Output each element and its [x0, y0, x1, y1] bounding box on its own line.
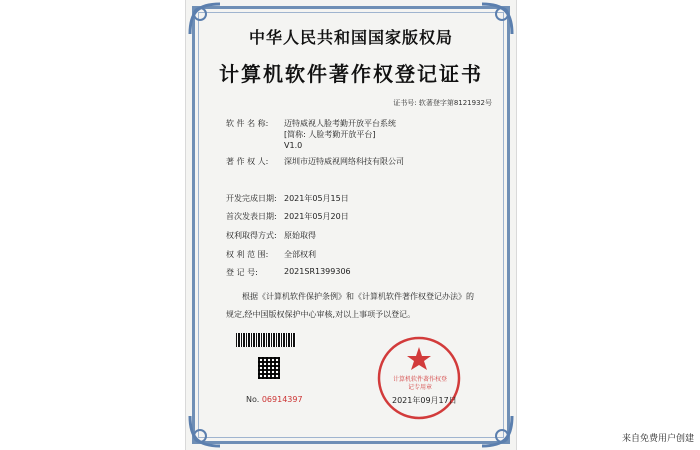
reg-no-label: 登 记 号: — [226, 268, 258, 277]
statement-paragraph: 根据《计算机软件保护条例》和《计算机软件著作权登记办法》的 规定,经中国版权保护中心审核,对以上事项予以登记。 — [226, 292, 474, 319]
dev-date-label: 开发完成日期: — [226, 194, 277, 203]
issue-date: 2021年09月17日 — [392, 396, 457, 405]
acquire-row — [226, 230, 316, 241]
acquire-value: 原始取得 — [284, 231, 316, 240]
reg-no-row — [226, 267, 351, 278]
owner-row — [226, 156, 404, 167]
owner-label: 著 作 权 人: — [226, 157, 269, 166]
reg-no-value: 2021SR1399306 — [284, 267, 351, 276]
certificate-title: 计算机软件著作权登记证书 — [219, 62, 483, 86]
software-name-value: 迈特威视人脸考勤开放平台系统 [简称: 人脸考勤开放平台] V1.0 — [284, 119, 396, 150]
pub-date-label: 首次发表日期: — [226, 212, 277, 221]
software-name-label: 软 件 名 称: — [226, 119, 269, 128]
dev-date-row — [226, 193, 349, 204]
acquire-label: 权利取得方式: — [226, 231, 277, 240]
scope-label: 权 利 范 围: — [226, 250, 269, 259]
serial-number: No. 06914397 — [246, 395, 303, 404]
dev-date-value: 2021年05月15日 — [284, 194, 349, 203]
certificate-number: 证书号: 软著登字第8121932号 — [393, 99, 492, 107]
issuer-title: 中华人民共和国国家版权局 — [248, 28, 453, 47]
pub-date-row — [226, 211, 349, 222]
scope-value: 全部权利 — [284, 250, 316, 259]
corner-ornament-icon — [480, 414, 514, 448]
scope-row — [226, 249, 316, 260]
qr-code-icon — [258, 357, 280, 379]
pub-date-value: 2021年05月20日 — [284, 212, 349, 221]
owner-value: 深圳市迈特威视网络科技有限公司 — [284, 157, 404, 166]
footer-watermark: 来自免费用户创建 — [621, 434, 694, 444]
seal-inner-text: 计算机软件著作权登记专用章 — [392, 376, 447, 391]
barcode-icon — [236, 333, 296, 347]
corner-ornament-icon — [188, 414, 222, 448]
certificate — [186, 0, 516, 450]
software-name-row — [226, 118, 396, 151]
